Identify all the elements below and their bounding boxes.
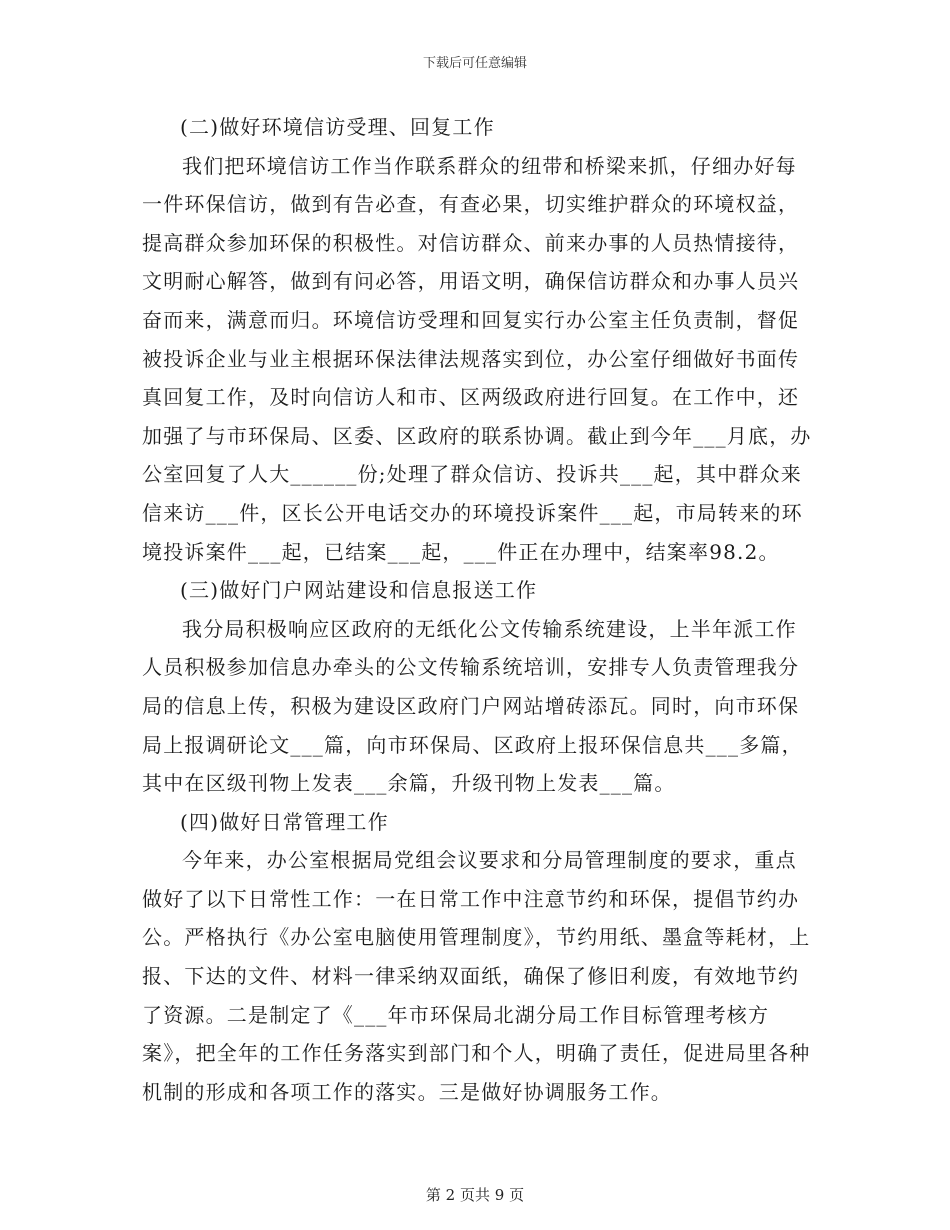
- section-heading-4: (四)做好日常管理工作: [180, 809, 389, 834]
- page-header: 下载后可任意编辑: [422, 56, 527, 71]
- section-paragraph-3: 我分局积极响应区政府的无纸化公文传输系统建设，上半年派工作人员积极参加信息办牵头的公文传输系统培训，安排专人负责管理我分局的信息上传，积极为建设区政府门户网站增砖添瓦。同时，向市环保局上报调研论文___篇，向市环保局、区政府上报环保信息共___多篇，其中在区级刊物上发表___余篇，升级刊物上发表___篇。: [142, 616, 803, 796]
- section-paragraph-2: 我们把环境信访工作当作联系群众的纽带和桥梁来抓，仔细办好每一件环保信访，做到有告必查，有查必果，切实维护群众的环境权益，提高群众参加环保的积极性。对信访群众、前来办事的人员热情接待，文明耐心解答，做到有问必答，用语文明，确保信访群众和办事人员兴奋而来，满意而归。环境信访受理和回复实行办公室主任负责制，督促被投诉企业与业主根据环保法律法规落实到位，办公室仔细做好书面传真回复工作，及时向信访人和市、区两级政府进行回复。在工作中，还加强了与市环保局、区委、区政府的联系协调。截止到今年___月底，办公室回复了人大______份;处理了群众信访、投诉共___起，其中群众来信来访___件，区长公开电话交办的环境投诉案件___起，市局转来的环境投诉案件___起，已结案___起，___件正在办理中，结案率98.2。: [142, 153, 812, 564]
- section-paragraph-4: 今年来，办公室根据局党组会议要求和分局管理制度的要求，重点做好了以下日常性工作：一在日常工作中注意节约和环保，提倡节约办公。严格执行《办公室电脑使用管理制度》，节约用纸、墨盒等耗材，上报、下达的文件、材料一律采纳双面纸，确保了修旧利废，有效地节约了资源。二是制定了《___年市环保局北湖分局工作目标管理考核方案》，把全年的工作任务落实到部门和个人，明确了责任，促进局里各种机制的形成和各项工作的落实。三是做好协调服务工作。: [142, 848, 811, 1104]
- section-heading-3: (三)做好门户网站建设和信息报送工作: [180, 578, 538, 603]
- document-body: [142, 108, 814, 1111]
- section-heading-2: (二)做好环境信访受理、回复工作: [180, 115, 495, 139]
- page-number-footer: 第 2 页共 9 页: [425, 1186, 525, 1204]
